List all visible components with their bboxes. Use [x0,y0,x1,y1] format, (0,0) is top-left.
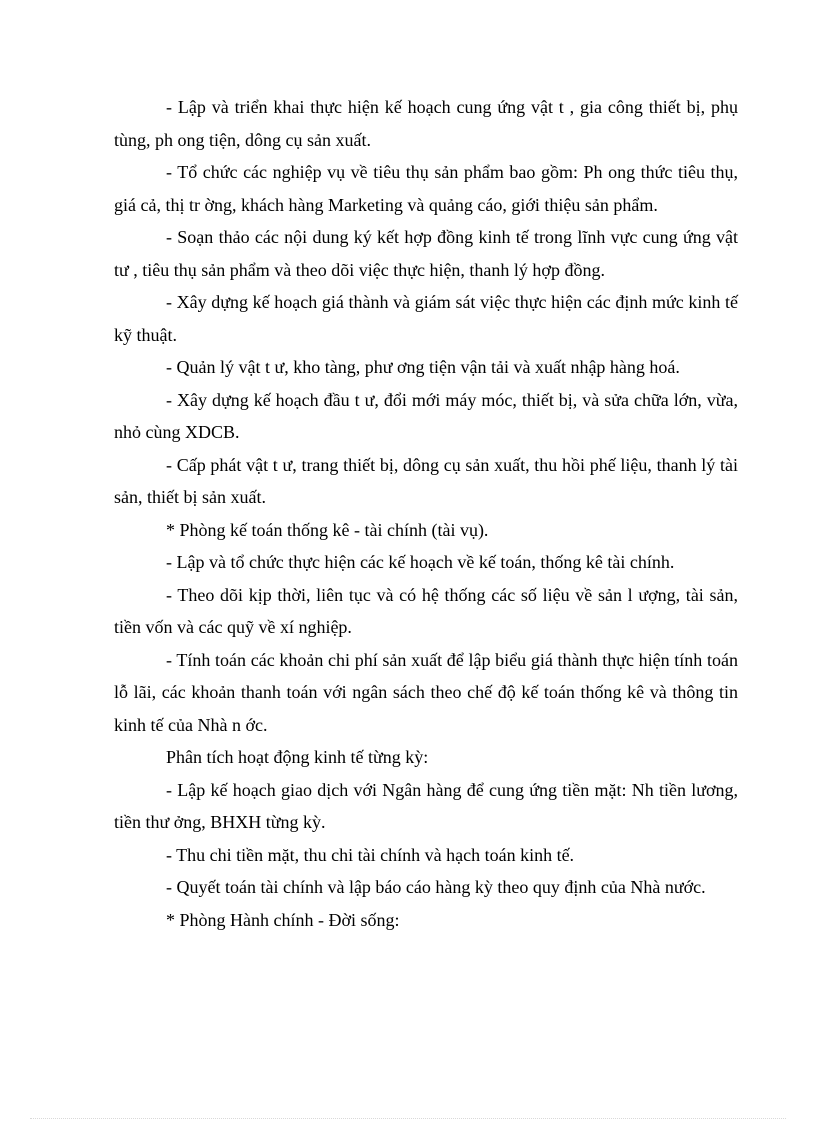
paragraph-supply-plan: - Lập và triển khai thực hiện kế hoạch cung ứng vật t , gia công thiết bị, phụ tùng, ph ong tiện, dông cụ sản xuất. [114,97,738,150]
paragraph-contract-drafting: - Soạn thảo các nội dung ký kết hợp đồng kinh tế trong lĩnh vực cung ứng vật tư , tiêu thụ sản phẩm và theo dõi việc thực hiện, thanh lý hợp đồng. [114,227,738,280]
paragraph-sales-operations: - Tổ chức các nghiệp vụ về tiêu thụ sản phẩm bao gồm: Ph ong thức tiêu thụ, giá cả, thị tr ờng, khách hàng Marketing và quảng cáo, giới thiệu sản phẩm. [114,162,738,215]
paragraph-equipment-allocation: - Cấp phát vật t ư, trang thiết bị, dông cụ sản xuất, thu hồi phế liệu, thanh lý tài sản, thiết bị sản xuất. [114,454,738,507]
heading-accounting-department: * Phòng kế toán thống kê - tài chính (tài vụ). [166,519,489,540]
paragraph-cost-planning: - Xây dựng kế hoạch giá thành và giám sát việc thực hiện các định mức kinh tế kỹ thuật. [114,292,738,345]
paragraph-financial-settlement: - Quyết toán tài chính và lập báo cáo hàng kỳ theo quy định của Nhà nước. [166,877,706,897]
heading-administration-department: * Phòng Hành chính - Đời sống: [166,909,400,930]
paragraph-materials-management: - Quản lý vật t ư, kho tàng, phư ơng tiện vận tải và xuất nhập hàng hoá. [166,357,680,377]
paragraph-bank-transactions: - Lập kế hoạch giao dịch với Ngân hàng để cung ứng tiền mặt: Nh tiền lương, tiền thư ởng, BHXH từng kỳ. [114,779,738,832]
paragraph-accounting-plans: - Lập và tổ chức thực hiện các kế hoạch về kế toán, thống kê tài chính. [166,552,675,572]
paragraph-periodic-analysis: Phân tích hoạt động kinh tế từng kỳ: [166,747,429,767]
paragraph-cash-management: - Thu chi tiền mặt, thu chi tài chính và hạch toán kinh tế. [166,844,575,865]
document-page [114,91,738,936]
page-bottom-divider [30,1118,786,1119]
paragraph-cost-calculation: - Tính toán các khoản chi phí sản xuất để lập biểu giá thành thực hiện tính toán lỗ lãi, các khoản thanh toán với ngân sách theo chế độ kế toán thống kê và thông tin kinh tế của Nhà n ớc. [114,649,738,735]
paragraph-investment-planning: - Xây dựng kế hoạch đầu t ư, đổi mới máy móc, thiết bị, và sửa chữa lớn, vừa, nhỏ cùng XDCB. [114,389,738,442]
paragraph-data-monitoring: - Theo dõi kịp thời, liên tục và có hệ thống các số liệu về sản l ượng, tài sản, tiền vốn và các quỹ về xí nghiệp. [114,584,738,637]
